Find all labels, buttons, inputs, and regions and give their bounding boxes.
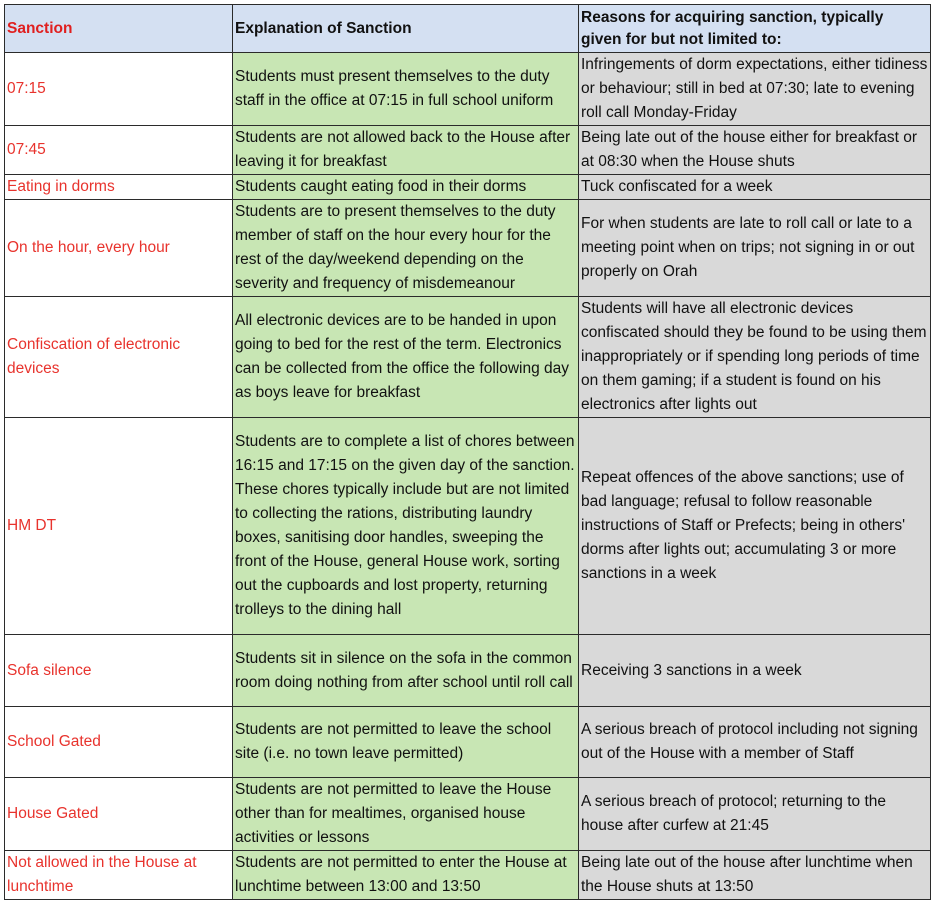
sanctions-table	[4, 4, 931, 900]
header-sanction: Sanction	[5, 5, 233, 53]
reasons-cell: Being late out of the house either for breakfast or at 08:30 when the House shuts	[579, 126, 931, 175]
sanction-cell: HM DT	[5, 418, 233, 635]
explanation-cell: Students caught eating food in their dorms	[233, 175, 579, 200]
explanation-cell: All electronic devices are to be handed in upon going to bed for the rest of the term. Electronics can be collected from the office the following day as boys leave for breakfast	[233, 297, 579, 418]
sanction-cell: House Gated	[5, 778, 233, 851]
table-row	[5, 53, 931, 126]
reasons-cell: Repeat offences of the above sanctions; use of bad language; refusal to follow reasonable instructions of Staff or Prefects; being in others' dorms after lights out; accumulating 3 or more sanctions in a week	[579, 418, 931, 635]
header-reasons: Reasons for acquiring sanction, typically given for but not limited to:	[579, 5, 931, 53]
reasons-cell: Receiving 3 sanctions in a week	[579, 635, 931, 707]
sanction-cell: Confiscation of electronic devices	[5, 297, 233, 418]
sanction-cell: On the hour, every hour	[5, 200, 233, 297]
explanation-cell: Students sit in silence on the sofa in the common room doing nothing from after school until roll call	[233, 635, 579, 707]
sanction-cell: Sofa silence	[5, 635, 233, 707]
reasons-cell: For when students are late to roll call or late to a meeting point when on trips; not signing in or out properly on Orah	[579, 200, 931, 297]
sanction-cell: 07:45	[5, 126, 233, 175]
reasons-cell: Infringements of dorm expectations, either tidiness or behaviour; still in bed at 07:30; late to evening roll call Monday-Friday	[579, 53, 931, 126]
table-row	[5, 635, 931, 707]
explanation-cell: Students are to complete a list of chores between 16:15 and 17:15 on the given day of the sanction. These chores typically include but are not limited to collecting the rations, distributing laundry boxes, sanitising door handles, sweeping the front of the House, general House work, sorting out the cupboards and lost property, returning trolleys to the dining hall	[233, 418, 579, 635]
reasons-cell: A serious breach of protocol including not signing out of the House with a member of Staff	[579, 707, 931, 778]
explanation-cell: Students are not permitted to leave the school site (i.e. no town leave permitted)	[233, 707, 579, 778]
table-row	[5, 851, 931, 900]
table-row	[5, 778, 931, 851]
reasons-cell: Students will have all electronic devices confiscated should they be found to be using them inappropriately or if spending long periods of time on them gaming; if a student is found on his electronics after lights out	[579, 297, 931, 418]
reasons-cell: Tuck confiscated for a week	[579, 175, 931, 200]
table-row	[5, 418, 931, 635]
table-row	[5, 200, 931, 297]
sanction-cell: School Gated	[5, 707, 233, 778]
header-row	[5, 5, 931, 53]
explanation-cell: Students are not permitted to leave the House other than for mealtimes, organised house activities or lessons	[233, 778, 579, 851]
header-explanation: Explanation of Sanction	[233, 5, 579, 53]
explanation-cell: Students are not allowed back to the House after leaving it for breakfast	[233, 126, 579, 175]
table-row	[5, 707, 931, 778]
explanation-cell: Students are to present themselves to the duty member of staff on the hour every hour for the rest of the day/weekend depending on the severity and frequency of misdemeanour	[233, 200, 579, 297]
reasons-cell: A serious breach of protocol; returning to the house after curfew at 21:45	[579, 778, 931, 851]
reasons-cell: Being late out of the house after lunchtime when the House shuts at 13:50	[579, 851, 931, 900]
sanction-cell: Not allowed in the House at lunchtime	[5, 851, 233, 900]
table-row	[5, 126, 931, 175]
table-row	[5, 175, 931, 200]
explanation-cell: Students must present themselves to the duty staff in the office at 07:15 in full school uniform	[233, 53, 579, 126]
sanction-cell: Eating in dorms	[5, 175, 233, 200]
sanction-cell: 07:15	[5, 53, 233, 126]
explanation-cell: Students are not permitted to enter the House at lunchtime between 13:00 and 13:50	[233, 851, 579, 900]
table-row	[5, 297, 931, 418]
